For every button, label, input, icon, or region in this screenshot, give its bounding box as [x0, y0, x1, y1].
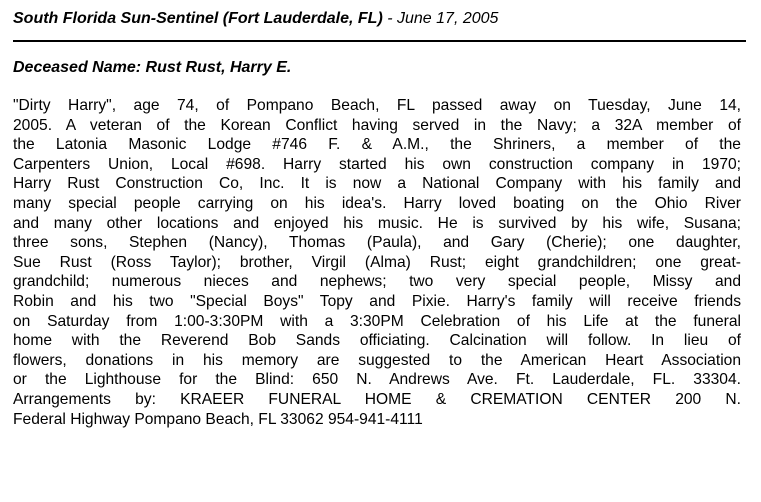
- obituary-line: Arrangements by: KRAEER FUNERAL HOME & CREMATION CENTER 200 N.: [13, 390, 741, 408]
- obituary-line: Federal Highway Pompano Beach, FL 33062 954-941-4111: [13, 410, 423, 428]
- obituary-line: "Dirty Harry", age 74, of Pompano Beach, FL passed away on Tuesday, June 14,: [13, 97, 741, 114]
- obituary-line: or the Lighthouse for the Blind: 650 N. Andrews Ave. Ft. Lauderdale, FL. 33304.: [13, 371, 741, 389]
- newspaper-header: [13, 8, 748, 34]
- newspaper-source: South Florida Sun-Sentinel (Fort Lauderdale, FL): [13, 10, 383, 27]
- obituary-line: Sue Rust (Ross Taylor); brother, Virgil (Alma) Rust; eight grandchildren; one great-: [13, 253, 741, 271]
- obituary-line: Carpenters Union, Local #698. Harry started his own construction company in 1970;: [13, 155, 741, 173]
- obituary-line: 2005. A veteran of the Korean Conflict having served in the Navy; a 32A member of: [13, 116, 741, 134]
- obituary-line: home with the Reverend Bob Sands officiating. Calcination will follow. In lieu of: [13, 332, 741, 350]
- obituary-body: [13, 96, 741, 429]
- obituary-line: Harry Rust Construction Co, Inc. It is now a National Company with his family and: [13, 175, 741, 193]
- obituary-line: on Saturday from 1:00-3:30PM with a 3:30PM Celebration of his Life at the funeral: [13, 312, 741, 330]
- obituary-line: the Latonia Masonic Lodge #746 F. & A.M., the Shriners, a member of the: [13, 136, 741, 154]
- publication-date: June 17, 2005: [397, 10, 499, 27]
- obituary-line: and many other locations and enjoyed his music. He is survived by his wife, Susana;: [13, 214, 741, 232]
- obituary-line: flowers, donations in his memory are suggested to the American Heart Association: [13, 351, 741, 369]
- obituary-line: many special people carrying on his idea's. Harry loved boating on the Ohio River: [13, 194, 741, 212]
- obituary-line: grandchild; numerous nieces and nephews; two very special people, Missy and: [13, 273, 741, 291]
- obituary-line: Robin and his two "Special Boys" Topy and Pixie. Harry's family will receive friends: [13, 292, 741, 310]
- header-separator: -: [382, 10, 397, 27]
- header-divider: [13, 40, 746, 42]
- deceased-name-heading: Deceased Name: Rust Rust, Harry E.: [13, 59, 292, 76]
- obituary-line: three sons, Stephen (Nancy), Thomas (Paula), and Gary (Cherie); one daughter,: [13, 234, 741, 252]
